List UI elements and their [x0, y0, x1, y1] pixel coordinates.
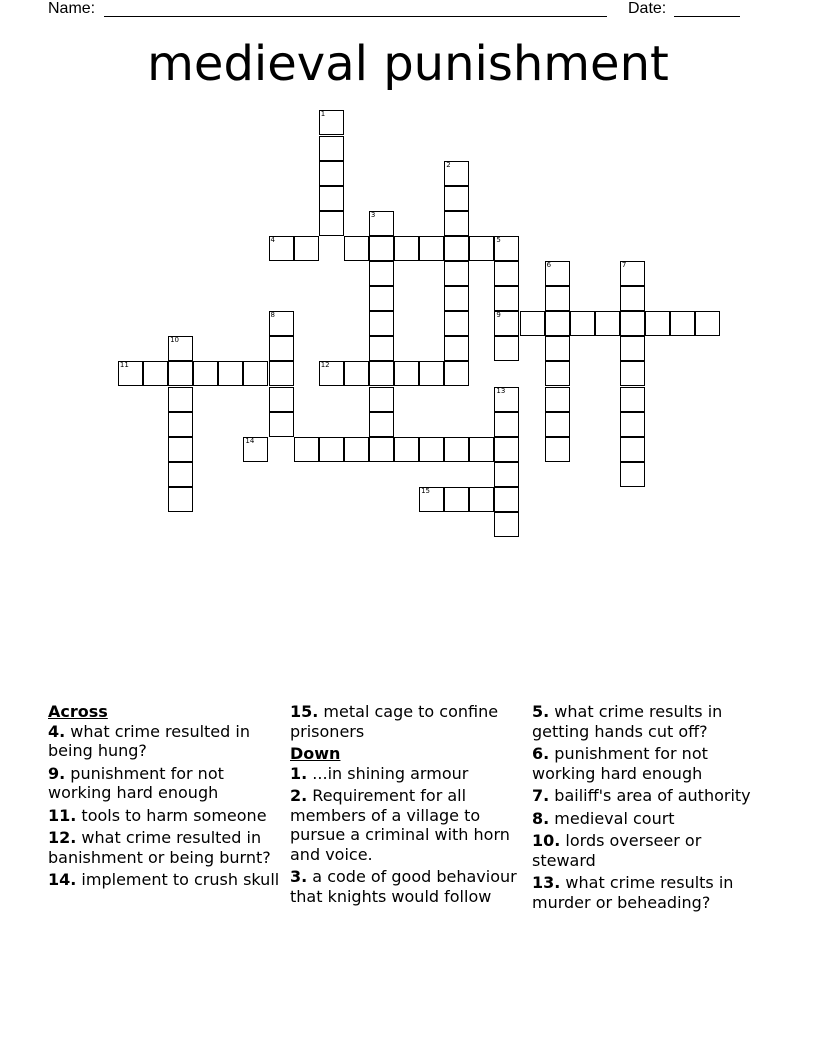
- crossword-cell[interactable]: [620, 412, 645, 437]
- crossword-cell[interactable]: [469, 236, 494, 261]
- name-label: Name:: [48, 0, 96, 17]
- clue-text: bailiff's area of authority: [549, 786, 751, 805]
- crossword-cell[interactable]: [444, 286, 469, 311]
- crossword-cell[interactable]: [394, 361, 419, 386]
- clue-number: 11.: [48, 805, 77, 825]
- clue-text: punishment for not working hard enough: [48, 763, 224, 802]
- clue: [290, 786, 525, 864]
- crossword-cell[interactable]: [294, 437, 319, 462]
- clue-number-label: 6: [546, 261, 552, 269]
- clue-number-label: 1: [320, 110, 326, 119]
- crossword-cell[interactable]: [419, 236, 444, 261]
- crossword-cell[interactable]: [344, 437, 369, 462]
- clue-number-label: 7: [621, 261, 627, 269]
- crossword-cell[interactable]: [168, 387, 193, 412]
- crossword-cell[interactable]: [545, 437, 570, 462]
- crossword-cell[interactable]: [419, 437, 444, 462]
- crossword-cell[interactable]: [319, 186, 344, 211]
- crossword-cell[interactable]: [494, 487, 519, 512]
- crossword-cell[interactable]: [394, 236, 419, 261]
- crossword-cell[interactable]: [570, 311, 595, 336]
- crossword-cell[interactable]: [369, 412, 394, 437]
- crossword-cell[interactable]: [168, 487, 193, 512]
- crossword-cell[interactable]: [444, 311, 469, 336]
- clue-number-label: 9: [496, 311, 501, 320]
- crossword-cell[interactable]: [444, 261, 469, 286]
- crossword-cell[interactable]: [620, 387, 645, 412]
- clue-number: 13.: [532, 873, 561, 892]
- clue-number-label: 8: [270, 311, 275, 320]
- crossword-cell[interactable]: [620, 311, 645, 336]
- clue-text: ...in shining armour: [307, 763, 469, 783]
- clue-number-label: 11: [119, 361, 129, 370]
- clue: [48, 764, 283, 803]
- clue-number: 3.: [290, 867, 308, 886]
- across-clue-list: [48, 722, 283, 890]
- crossword-cell[interactable]: [545, 286, 570, 311]
- crossword-cell[interactable]: [319, 161, 344, 186]
- crossword-cell[interactable]: [419, 361, 444, 386]
- crossword-cell[interactable]: [444, 437, 469, 462]
- crossword-cell[interactable]: [369, 236, 394, 261]
- crossword-cell[interactable]: [143, 361, 168, 386]
- clue-text: metal cage to confine prisoners: [290, 702, 499, 741]
- crossword-cell[interactable]: [344, 236, 369, 261]
- across-clue-list-continued: [290, 702, 525, 741]
- clues-column-1: [48, 702, 283, 893]
- crossword-cell[interactable]: [319, 136, 344, 161]
- clue: [532, 831, 767, 870]
- crossword-cell[interactable]: [369, 286, 394, 311]
- clue-text: medieval court: [549, 808, 675, 828]
- clue: [290, 764, 525, 784]
- crossword-cell[interactable]: [545, 311, 570, 336]
- crossword-cell[interactable]: [444, 186, 469, 211]
- clue: [532, 809, 767, 829]
- clue: [48, 722, 283, 761]
- crossword-cell[interactable]: [344, 361, 369, 386]
- crossword-cell[interactable]: [369, 437, 394, 462]
- clue-number-label: 15: [421, 486, 431, 495]
- clue: [532, 873, 767, 912]
- crossword-cell[interactable]: [695, 311, 720, 336]
- clue-number-label: 14: [245, 436, 255, 445]
- crossword-cell[interactable]: [369, 336, 394, 361]
- crossword-cell[interactable]: [218, 361, 243, 386]
- clue-number-label: 3: [370, 210, 376, 219]
- crossword-cell[interactable]: [269, 387, 294, 412]
- crossword-cell[interactable]: [494, 512, 519, 537]
- crossword-cell[interactable]: [369, 311, 394, 336]
- clue-text: a code of good behaviour that knights would follow: [290, 867, 517, 906]
- crossword-cell[interactable]: [444, 211, 469, 236]
- date-label: Date:: [628, 0, 667, 17]
- crossword-cell[interactable]: [620, 286, 645, 311]
- crossword-cell[interactable]: [494, 437, 519, 462]
- clue-number-label: 5: [496, 235, 501, 244]
- clue-text: what crime results in getting hands cut off?: [532, 702, 723, 741]
- clue-number: 5.: [532, 702, 550, 721]
- crossword-cell[interactable]: [620, 462, 645, 487]
- crossword-cell[interactable]: [243, 361, 268, 386]
- crossword-cell[interactable]: [394, 437, 419, 462]
- crossword-cell[interactable]: [620, 437, 645, 462]
- clue: [290, 867, 525, 906]
- down-heading: Down: [290, 744, 341, 763]
- clues-column-3: [532, 702, 767, 915]
- clue-text: implement to crush skull: [76, 870, 280, 889]
- crossword-cell[interactable]: [620, 336, 645, 361]
- clue-number: 15.: [290, 702, 319, 721]
- crossword-cell[interactable]: [595, 311, 620, 336]
- clue-number: 1.: [290, 763, 308, 783]
- clue: [290, 702, 525, 741]
- clue: [532, 744, 767, 783]
- crossword-cell[interactable]: [168, 462, 193, 487]
- clue-text: Requirement for all members of a village to pursue a criminal with horn and voice.: [290, 786, 510, 864]
- page-title: medieval punishment: [147, 36, 669, 92]
- crossword-cell[interactable]: [168, 437, 193, 462]
- clue-number: 10.: [532, 831, 561, 850]
- crossword-cell[interactable]: [294, 236, 319, 261]
- clue-text: what crime resulted in banishment or being burnt?: [48, 828, 271, 867]
- crossword-cell[interactable]: [193, 361, 218, 386]
- crossword-cell[interactable]: [369, 361, 394, 386]
- crossword-cell[interactable]: [494, 462, 519, 487]
- crossword-cell[interactable]: [269, 336, 294, 361]
- clues-column-2: [290, 702, 525, 909]
- clue-number: 8.: [532, 808, 550, 828]
- crossword-cell[interactable]: [369, 387, 394, 412]
- across-heading: Across: [48, 702, 108, 721]
- crossword-cell[interactable]: [494, 261, 519, 286]
- crossword-cell[interactable]: [545, 361, 570, 386]
- crossword-cell[interactable]: [520, 311, 545, 336]
- clue-number: 7.: [532, 786, 550, 805]
- clue-number-label: 10: [170, 336, 180, 345]
- clue-text: lords overseer or steward: [532, 831, 702, 870]
- clue-number: 6.: [532, 744, 550, 763]
- clue-text: what crime resulted in being hung?: [48, 721, 250, 760]
- crossword-cell[interactable]: [645, 311, 670, 336]
- crossword-cell[interactable]: [469, 487, 494, 512]
- clue-text: punishment for not working hard enough: [532, 744, 708, 783]
- crossword-cell[interactable]: [168, 361, 193, 386]
- crossword-cell[interactable]: [269, 412, 294, 437]
- crossword-cell[interactable]: [444, 361, 469, 386]
- clue: [532, 786, 767, 806]
- crossword-cell[interactable]: [444, 487, 469, 512]
- clue-number: 4.: [48, 721, 66, 741]
- crossword-cell[interactable]: [444, 236, 469, 261]
- clue-number: 12.: [48, 828, 77, 847]
- clue-number: 2.: [290, 786, 308, 805]
- clue: [48, 806, 283, 826]
- crossword-cell[interactable]: [444, 336, 469, 361]
- crossword-cell[interactable]: [319, 211, 344, 236]
- crossword-cell[interactable]: [670, 311, 695, 336]
- crossword-cell[interactable]: [269, 361, 294, 386]
- crossword-cell[interactable]: [545, 336, 570, 361]
- clue-number: 14.: [48, 870, 77, 889]
- clue-text: tools to harm someone: [76, 805, 267, 825]
- crossword-cell[interactable]: [545, 412, 570, 437]
- crossword-cell[interactable]: [545, 387, 570, 412]
- crossword-cell[interactable]: [494, 412, 519, 437]
- clue-number-label: 4: [270, 235, 275, 244]
- clue: [48, 870, 283, 890]
- down-clue-list: [290, 764, 525, 907]
- down-clue-list-continued: [532, 702, 767, 912]
- crossword-cell[interactable]: [469, 437, 494, 462]
- clue: [532, 702, 767, 741]
- crossword-cell[interactable]: [494, 336, 519, 361]
- crossword-cell[interactable]: [620, 361, 645, 386]
- clue-text: what crime results in murder or beheading?: [532, 873, 734, 912]
- crossword-cell[interactable]: [369, 261, 394, 286]
- clue-number: 9.: [48, 763, 66, 783]
- crossword-cell[interactable]: [168, 412, 193, 437]
- clue-number-label: 13: [496, 386, 506, 395]
- crossword-cell[interactable]: [319, 437, 344, 462]
- clue-number-label: 12: [320, 361, 330, 370]
- crossword-cell[interactable]: [494, 286, 519, 311]
- clue-number-label: 2: [446, 160, 451, 169]
- clue: [48, 828, 283, 867]
